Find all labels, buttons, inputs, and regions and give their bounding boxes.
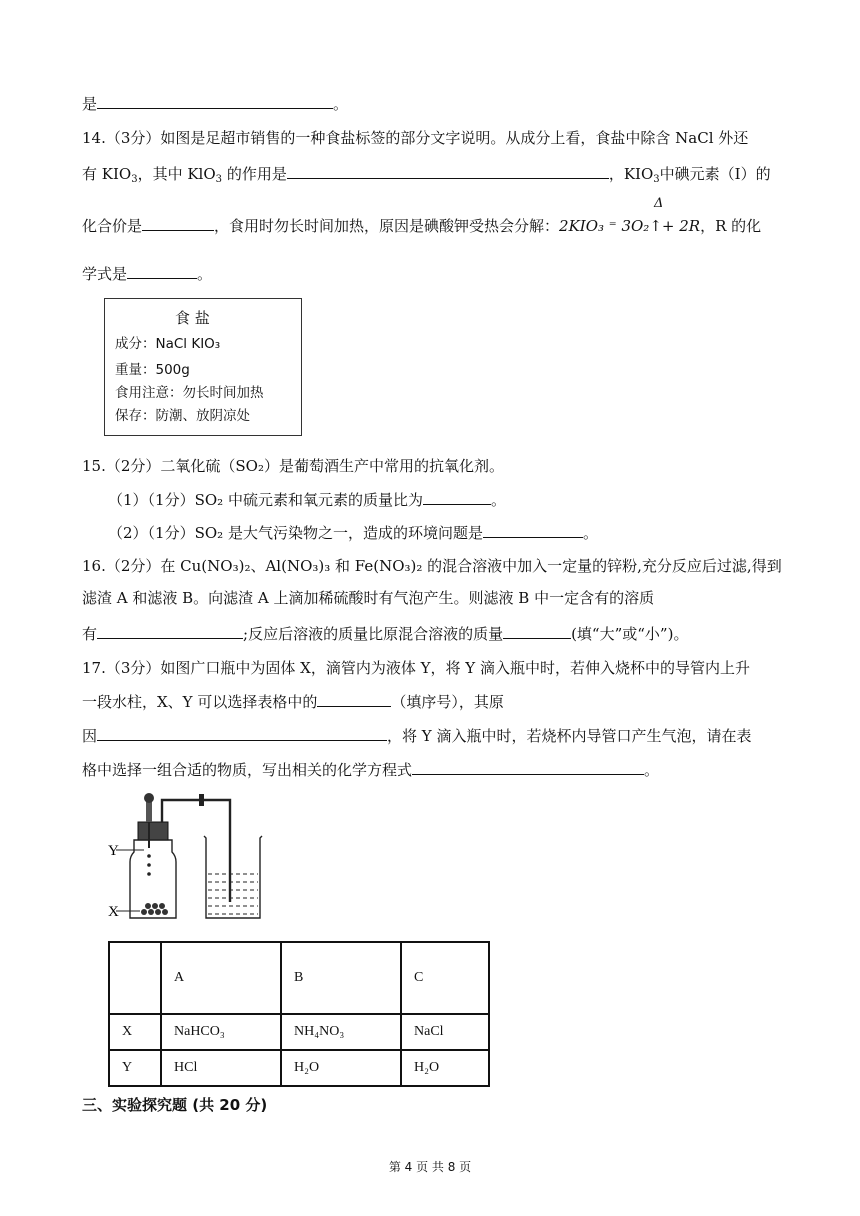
- table-cell: H₂O: [281, 1050, 401, 1086]
- salt-label-storage: 保存：防潮、放阴凉处: [115, 408, 250, 424]
- decomposition-equation: 2KIO₃ ⁼ 3O₂↑+ 2R: [559, 217, 701, 235]
- q15-part2: [108, 521, 598, 543]
- dropper-bulb: [144, 793, 154, 803]
- table-cell: A: [161, 942, 281, 1014]
- table-cell: HCl: [161, 1050, 281, 1086]
- salt-label-card: [104, 298, 302, 436]
- q15-text: 。: [582, 524, 598, 542]
- table-cell: [109, 942, 161, 1014]
- q13-prefix: 是: [82, 95, 98, 113]
- q17-line3: [82, 724, 751, 746]
- q14-text: 中碘元素（I）的: [659, 165, 771, 183]
- q14-text: 化合价是: [82, 217, 143, 235]
- q14-line2: 有 $KIO_3$，其中 KlO$_3$ 的作用是 ，$KIO_3$中碘元素（I）的: [82, 162, 771, 184]
- q17-blank-equation[interactable]: [412, 758, 644, 775]
- q14-text: 有 KIO: [82, 165, 132, 183]
- q17-blank-reason[interactable]: [97, 724, 387, 741]
- q16-line3: [82, 622, 688, 644]
- q17-text: 一段水柱，X、Y 可以选择表格中的: [82, 693, 318, 711]
- q14-text: ，KIO: [608, 165, 654, 183]
- salt-label-ingredients: 成分：NaCl KIO₃: [115, 336, 221, 352]
- q14-text: ，其中 KlO: [137, 165, 216, 183]
- table-cell: C: [401, 942, 489, 1014]
- q17-text: ，将 Y 滴入瓶中时，若烧杯内导管口产生气泡，请在表: [387, 727, 752, 745]
- table-cell: B: [281, 942, 401, 1014]
- table-header-row: [109, 942, 489, 1014]
- q17-text: （填序号），其原: [391, 693, 504, 711]
- options-table: [108, 941, 490, 1087]
- q13-answer-line: [82, 92, 348, 114]
- table-cell: NaCl: [401, 1014, 489, 1050]
- q15-text: （1）（1分）SO₂ 中硫元素和氧元素的质量比为: [108, 491, 423, 509]
- table-row: [109, 1050, 489, 1086]
- q14-line1: 14.（3分）如图是足超市销售的一种食盐标签的部分文字说明。从成分上看，食盐中除含 NaCl 外还: [82, 129, 749, 147]
- q13-end: 。: [333, 95, 349, 113]
- section-heading: 三、实验探究题 (共 20 分): [82, 1096, 268, 1114]
- q16-line2: 滤渣 A 和滤液 B。向滤渣 A 上滴加稀硫酸时有气泡产生。则滤液 B 中一定含有的溶质: [82, 589, 655, 607]
- table-cell: X: [109, 1014, 161, 1050]
- q16-text: ;反应后溶液的质量比原混合溶液的质量: [243, 625, 504, 643]
- q14-text: ，食用时勿长时间加热，原因是碘酸钾受热会分解：: [214, 217, 560, 235]
- page-footer: 第 4 页 共 8 页: [388, 1160, 472, 1174]
- q15-part1: [108, 488, 506, 510]
- salt-label-note: 食用注意：勿长时间加热: [115, 385, 264, 401]
- q15-text: 。: [490, 491, 506, 509]
- table-cell: H₂O: [401, 1050, 489, 1086]
- q17-line4: [82, 758, 659, 780]
- solid-x-particles: [141, 903, 168, 915]
- table-cell: NH₄NO₃: [281, 1014, 401, 1050]
- q14-blank-valence[interactable]: [142, 214, 214, 231]
- apparatus-figure: [104, 790, 274, 930]
- table-cell: NaHCO₃: [161, 1014, 281, 1050]
- q16-blank-mass[interactable]: [503, 622, 571, 639]
- label-y: Y: [108, 843, 119, 859]
- q15-text: （2）（1分）SO₂ 是大气污染物之一，造成的环境问题是: [108, 524, 483, 542]
- table-cell: Y: [109, 1050, 161, 1086]
- q17-text: 格中选择一组合适的物质，写出相关的化学方程式: [82, 761, 413, 779]
- q14-text: 。: [197, 265, 213, 283]
- q17-line1: 17.（3分）如图广口瓶中为固体 X，滴管内为液体 Y，将 Y 滴入瓶中时，若伸入烧杯中的导管内上升: [82, 659, 750, 677]
- q14-text: ，R 的化: [700, 217, 762, 235]
- q17-text: 因: [82, 727, 98, 745]
- q14-line3: [82, 214, 761, 236]
- q17-text: 。: [644, 761, 660, 779]
- q16-line1: 16.（2分）在 Cu(NO₃)₂、Al(NO₃)₃ 和 Fe(NO₃)₂ 的混合溶液中加入一定量的锌粉,充分反应后过滤,得到: [82, 557, 782, 575]
- water-lines: [208, 874, 258, 914]
- salt-label-title: 食 盐: [175, 309, 210, 327]
- label-x: X: [108, 904, 119, 920]
- rubber-stopper: [138, 822, 168, 840]
- q14-line4: [82, 262, 212, 284]
- q14-text: 的作用是: [226, 165, 287, 183]
- q16-text: (填“大”或“小”)。: [571, 625, 689, 643]
- clamp-icon: [199, 794, 204, 806]
- q16-text: 有: [82, 625, 98, 643]
- q14-blank-formula[interactable]: [127, 262, 197, 279]
- salt-label-weight: 重量：500g: [115, 362, 190, 378]
- q15-blank-ratio[interactable]: [423, 488, 491, 505]
- table-row: [109, 1014, 489, 1050]
- q15-stem: 15.（2分）二氧化硫（SO₂）是葡萄酒生产中常用的抗氧化剂。: [82, 457, 504, 475]
- q14-text: 学式是: [82, 265, 128, 283]
- q13-blank[interactable]: [97, 92, 333, 109]
- equation-delta: Δ: [654, 196, 664, 211]
- q17-blank-choice[interactable]: [317, 690, 391, 707]
- q14-blank-function[interactable]: [287, 162, 609, 179]
- q15-blank-problem[interactable]: [483, 521, 583, 538]
- q16-blank-solute[interactable]: [97, 622, 243, 639]
- q17-line2: [82, 690, 504, 712]
